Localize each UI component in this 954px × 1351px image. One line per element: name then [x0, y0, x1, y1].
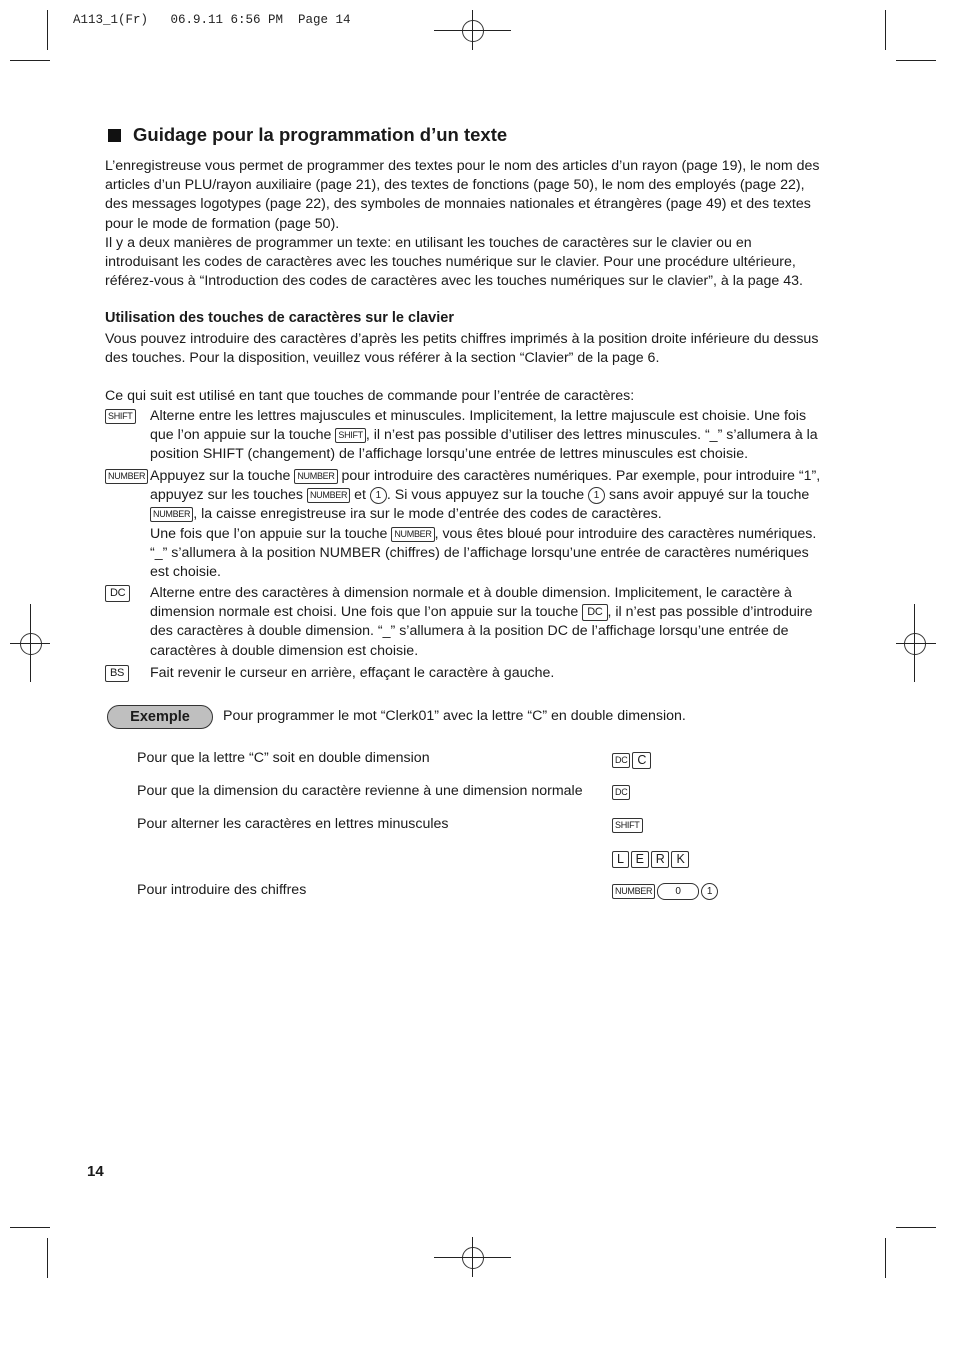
crop-mark: [10, 1227, 50, 1228]
e-key-icon: E: [631, 851, 649, 868]
crop-mark: [896, 60, 936, 61]
example-badge: Exemple: [107, 705, 213, 729]
dc-key-icon: DC: [105, 585, 130, 602]
crop-mark: [472, 1237, 473, 1277]
number-key-icon: NUMBER: [391, 527, 434, 542]
shift-key-icon: SHIFT: [612, 818, 643, 833]
step-keys: [612, 851, 689, 868]
number-key-icon: NUMBER: [307, 488, 350, 503]
one-key-icon: 1: [588, 487, 605, 504]
step-label: Pour que la lettre “C” soit en double dimension: [137, 750, 430, 766]
bs-description: Fait revenir le curseur en arrière, effaçant le caractère à gauche.: [150, 665, 555, 681]
registration-circle: [20, 633, 42, 655]
number-key-icon: NUMBER: [150, 507, 193, 522]
crop-mark: [30, 604, 31, 682]
k-key-icon: K: [671, 851, 689, 868]
example-text: Pour programmer le mot “Clerk01” avec la lettre “C” en double dimension.: [223, 708, 686, 724]
step-keys: [612, 818, 643, 833]
section-title: [108, 124, 507, 146]
shift-description: Alterne entre les lettres majuscules et minuscules. Implicitement, la lettre majuscule est choisie. Une fois que l’on appuie sur la touche SHIFT , il n’est pas possible d’utiliser des lettres minuscules. “_” s’allumera à la position SHIFT (changement) de l’affichage lorsqu’une entrée de lettres minuscules est choisie.: [150, 408, 818, 463]
bullet-square-icon: [108, 129, 121, 142]
page-number: 14: [87, 1163, 104, 1180]
print-header-stamp: A113_1(Fr) 06.9.11 6:56 PM Page 14: [73, 13, 351, 27]
step-keys: [612, 785, 630, 800]
step-keys: [612, 752, 651, 769]
dc-key-icon: DC: [612, 753, 630, 768]
crop-mark: [10, 60, 50, 61]
one-key-icon: 1: [370, 487, 387, 504]
intro-paragraph-1: L’enregistreuse vous permet de programmer des textes pour le nom des articles d’un rayon (page 19), le nom des articles d’un PLU/rayon auxiliaire (page 21), des textes de fonctions (page 50), le nom des employés (page 22), des messages logotypes (page 22), des symboles de monnaies nationales et étrangères (page 49) et des textes pour le mode de formation (page 50).: [105, 158, 820, 232]
number-key-icon: NUMBER: [105, 469, 148, 484]
step-label: Pour introduire des chiffres: [137, 882, 307, 898]
intro-paragraph-2: Il y a deux manières de programmer un texte: en utilisant les touches de caractères sur le clavier ou en introduisant les codes de caractères avec les touches numérique sur le clavier. Pour une procédure ultérieure, référez-vous à “Introduction des codes de caractères avec les touches numériques sur le clavier”, à la page 43.: [105, 235, 803, 290]
dc-key-icon: DC: [612, 785, 630, 800]
number-key-icon: NUMBER: [612, 884, 655, 899]
crop-mark: [885, 1238, 886, 1278]
registration-circle: [462, 1247, 484, 1269]
registration-circle: [462, 20, 484, 42]
dc-description: Alterne entre des caractères à dimension normale et à double dimension. Implicitement, le caractère à dimension normale est choisi. Une fois que l’on appuie sur la touche DC , il n’est pas possible d’introduire des caractères à double dimension. “_” s’allumera à la position DC de l’affichage lorsqu’une entrée de caractères à double dimension est choisie.: [150, 585, 813, 659]
crop-mark: [914, 604, 915, 682]
step-label: Pour que la dimension du caractère revienne à une dimension normale: [137, 783, 583, 799]
r-key-icon: R: [651, 851, 670, 868]
crop-mark: [885, 10, 886, 50]
crop-mark: [47, 1238, 48, 1278]
l-key-icon: L: [612, 851, 629, 868]
shift-key-icon: SHIFT: [335, 428, 366, 443]
step-keys: [612, 883, 718, 900]
step-label: Pour alterner les caractères en lettres minuscules: [137, 816, 449, 832]
bs-key-icon: BS: [105, 665, 129, 682]
shift-key-icon: SHIFT: [105, 409, 136, 424]
number-description: Appuyez sur la touche NUMBER pour introduire des caractères numériques. Par exemple, pour introduire “1”, appuyez sur les touches NUMBER et 1 . Si vous appuyez sur la touche 1 sans avoir appuyé sur la touche NUMBER , la caisse enregistreuse ira sur le mode d’entrée des codes de caractères. Une fois que l’on appuie sur la touche NUMBER , vous êtes bloué pour introduire des caractères numériques. “_” s’allumera à la position NUMBER (chiffres) de l’affichage lorsqu’une entrée de caractères numériques est choisie.: [150, 468, 821, 581]
crop-mark: [896, 1227, 936, 1228]
zero-key-icon: 0: [657, 883, 699, 900]
crop-mark: [896, 643, 936, 644]
number-key-icon: NUMBER: [294, 469, 337, 484]
section-title-text: Guidage pour la programmation d’un texte: [133, 124, 508, 145]
dc-key-icon: DC: [582, 604, 607, 621]
sub-paragraph-2: Ce qui suit est utilisé en tant que touches de commande pour l’entrée de caractères:: [105, 388, 635, 404]
crop-mark: [472, 10, 473, 50]
sub-paragraph-1: Vous pouvez introduire des caractères d’après les petits chiffres imprimés à la position droite inférieure du dessus des touches. Pour la disposition, veuillez vous référer à la section “Clavier” de la page 6.: [105, 331, 819, 367]
crop-mark: [47, 10, 48, 50]
c-key-icon: C: [632, 752, 651, 769]
registration-circle: [904, 633, 926, 655]
subheading: Utilisation des touches de caractères sur le clavier: [105, 310, 454, 326]
one-key-icon: 1: [701, 883, 718, 900]
